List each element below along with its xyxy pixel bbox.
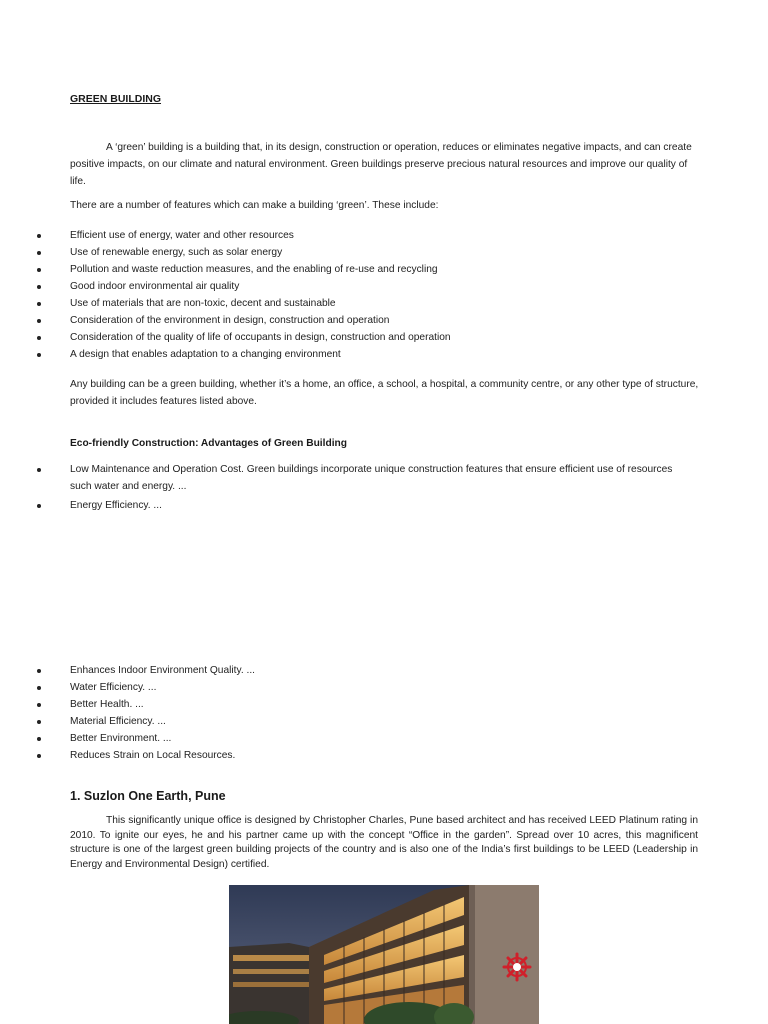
advantages-heading: Eco-friendly Construction: Advantages of Green Building <box>70 438 347 449</box>
bullet-icon <box>37 504 41 508</box>
list-item: Consideration of the quality of life of occupants in design, construction and operation <box>52 329 712 346</box>
bullet-icon <box>37 737 41 741</box>
list-item: Energy Efficiency. ... <box>52 497 692 516</box>
list-item: Water Efficiency. ... <box>52 679 692 696</box>
list-item: Better Health. ... <box>52 696 692 713</box>
list-item: Pollution and waste reduction measures, and the enabling of re-use and recycling <box>52 261 712 278</box>
bullet-icon <box>37 686 41 690</box>
list-item: Enhances Indoor Environment Quality. ... <box>52 662 692 679</box>
features-list <box>52 227 712 363</box>
advantages-list-top <box>52 461 692 516</box>
list-item: Better Environment. ... <box>52 730 692 747</box>
bullet-icon <box>37 754 41 758</box>
bullet-icon <box>37 703 41 707</box>
list-item: Use of renewable energy, such as solar energy <box>52 244 712 261</box>
bullet-icon <box>37 302 41 306</box>
bullet-icon <box>37 234 41 238</box>
bullet-icon <box>37 468 41 472</box>
building-illustration <box>229 885 539 1024</box>
page-title: GREEN BUILDING <box>70 93 162 105</box>
list-item: Efficient use of energy, water and other resources <box>52 227 712 244</box>
logo-icon <box>504 954 530 980</box>
list-item: Reduces Strain on Local Resources. <box>52 747 692 764</box>
list-item: Material Efficiency. ... <box>52 713 692 730</box>
list-item: Low Maintenance and Operation Cost. Green buildings incorporate unique construction features that ensure efficient use of resources such water and energy. ... <box>52 461 692 497</box>
bullet-icon <box>37 268 41 272</box>
bullet-icon <box>37 720 41 724</box>
list-item: Consideration of the environment in design, construction and operation <box>52 312 712 329</box>
list-item: A design that enables adaptation to a changing environment <box>52 346 712 363</box>
features-intro: There are a number of features which can make a building ‘green’. These include: <box>70 200 439 211</box>
bullet-icon <box>37 285 41 289</box>
case-study-title: 1. Suzlon One Earth, Pune <box>70 789 226 803</box>
bullet-icon <box>37 669 41 673</box>
bullet-icon <box>37 319 41 323</box>
any-building-paragraph: Any building can be a green building, whether it’s a home, an office, a school, a hospital, a community centre, or any other type of structure, provided it includes features listed above. <box>70 379 699 407</box>
intro-paragraph: A ‘green’ building is a building that, in its design, construction or operation, reduces or eliminates negative impacts, and can create positive impacts, on our climate and natural environment. Green buildings preserve precious natural resources and improve our quality of life. <box>70 142 692 187</box>
bullet-icon <box>37 336 41 340</box>
advantages-list-bottom <box>52 662 692 764</box>
building-photo <box>229 885 539 1024</box>
case-study-paragraph: This significantly unique office is designed by Christopher Charles, Pune based architect and has received LEED Platinum rating in 2010. To ignite our eyes, he and his partner came up with the concept “Office in the garden”. Spread over 10 acres, this magnificent structure is one of the largest green building projects of the country and is also one of the India’s first buildings to be LEED (Leadership in Energy and Environmental Design) certified. <box>70 815 698 870</box>
list-item: Good indoor environmental air quality <box>52 278 712 295</box>
bullet-icon <box>37 251 41 255</box>
bullet-icon <box>37 353 41 357</box>
list-item: Use of materials that are non-toxic, decent and sustainable <box>52 295 712 312</box>
